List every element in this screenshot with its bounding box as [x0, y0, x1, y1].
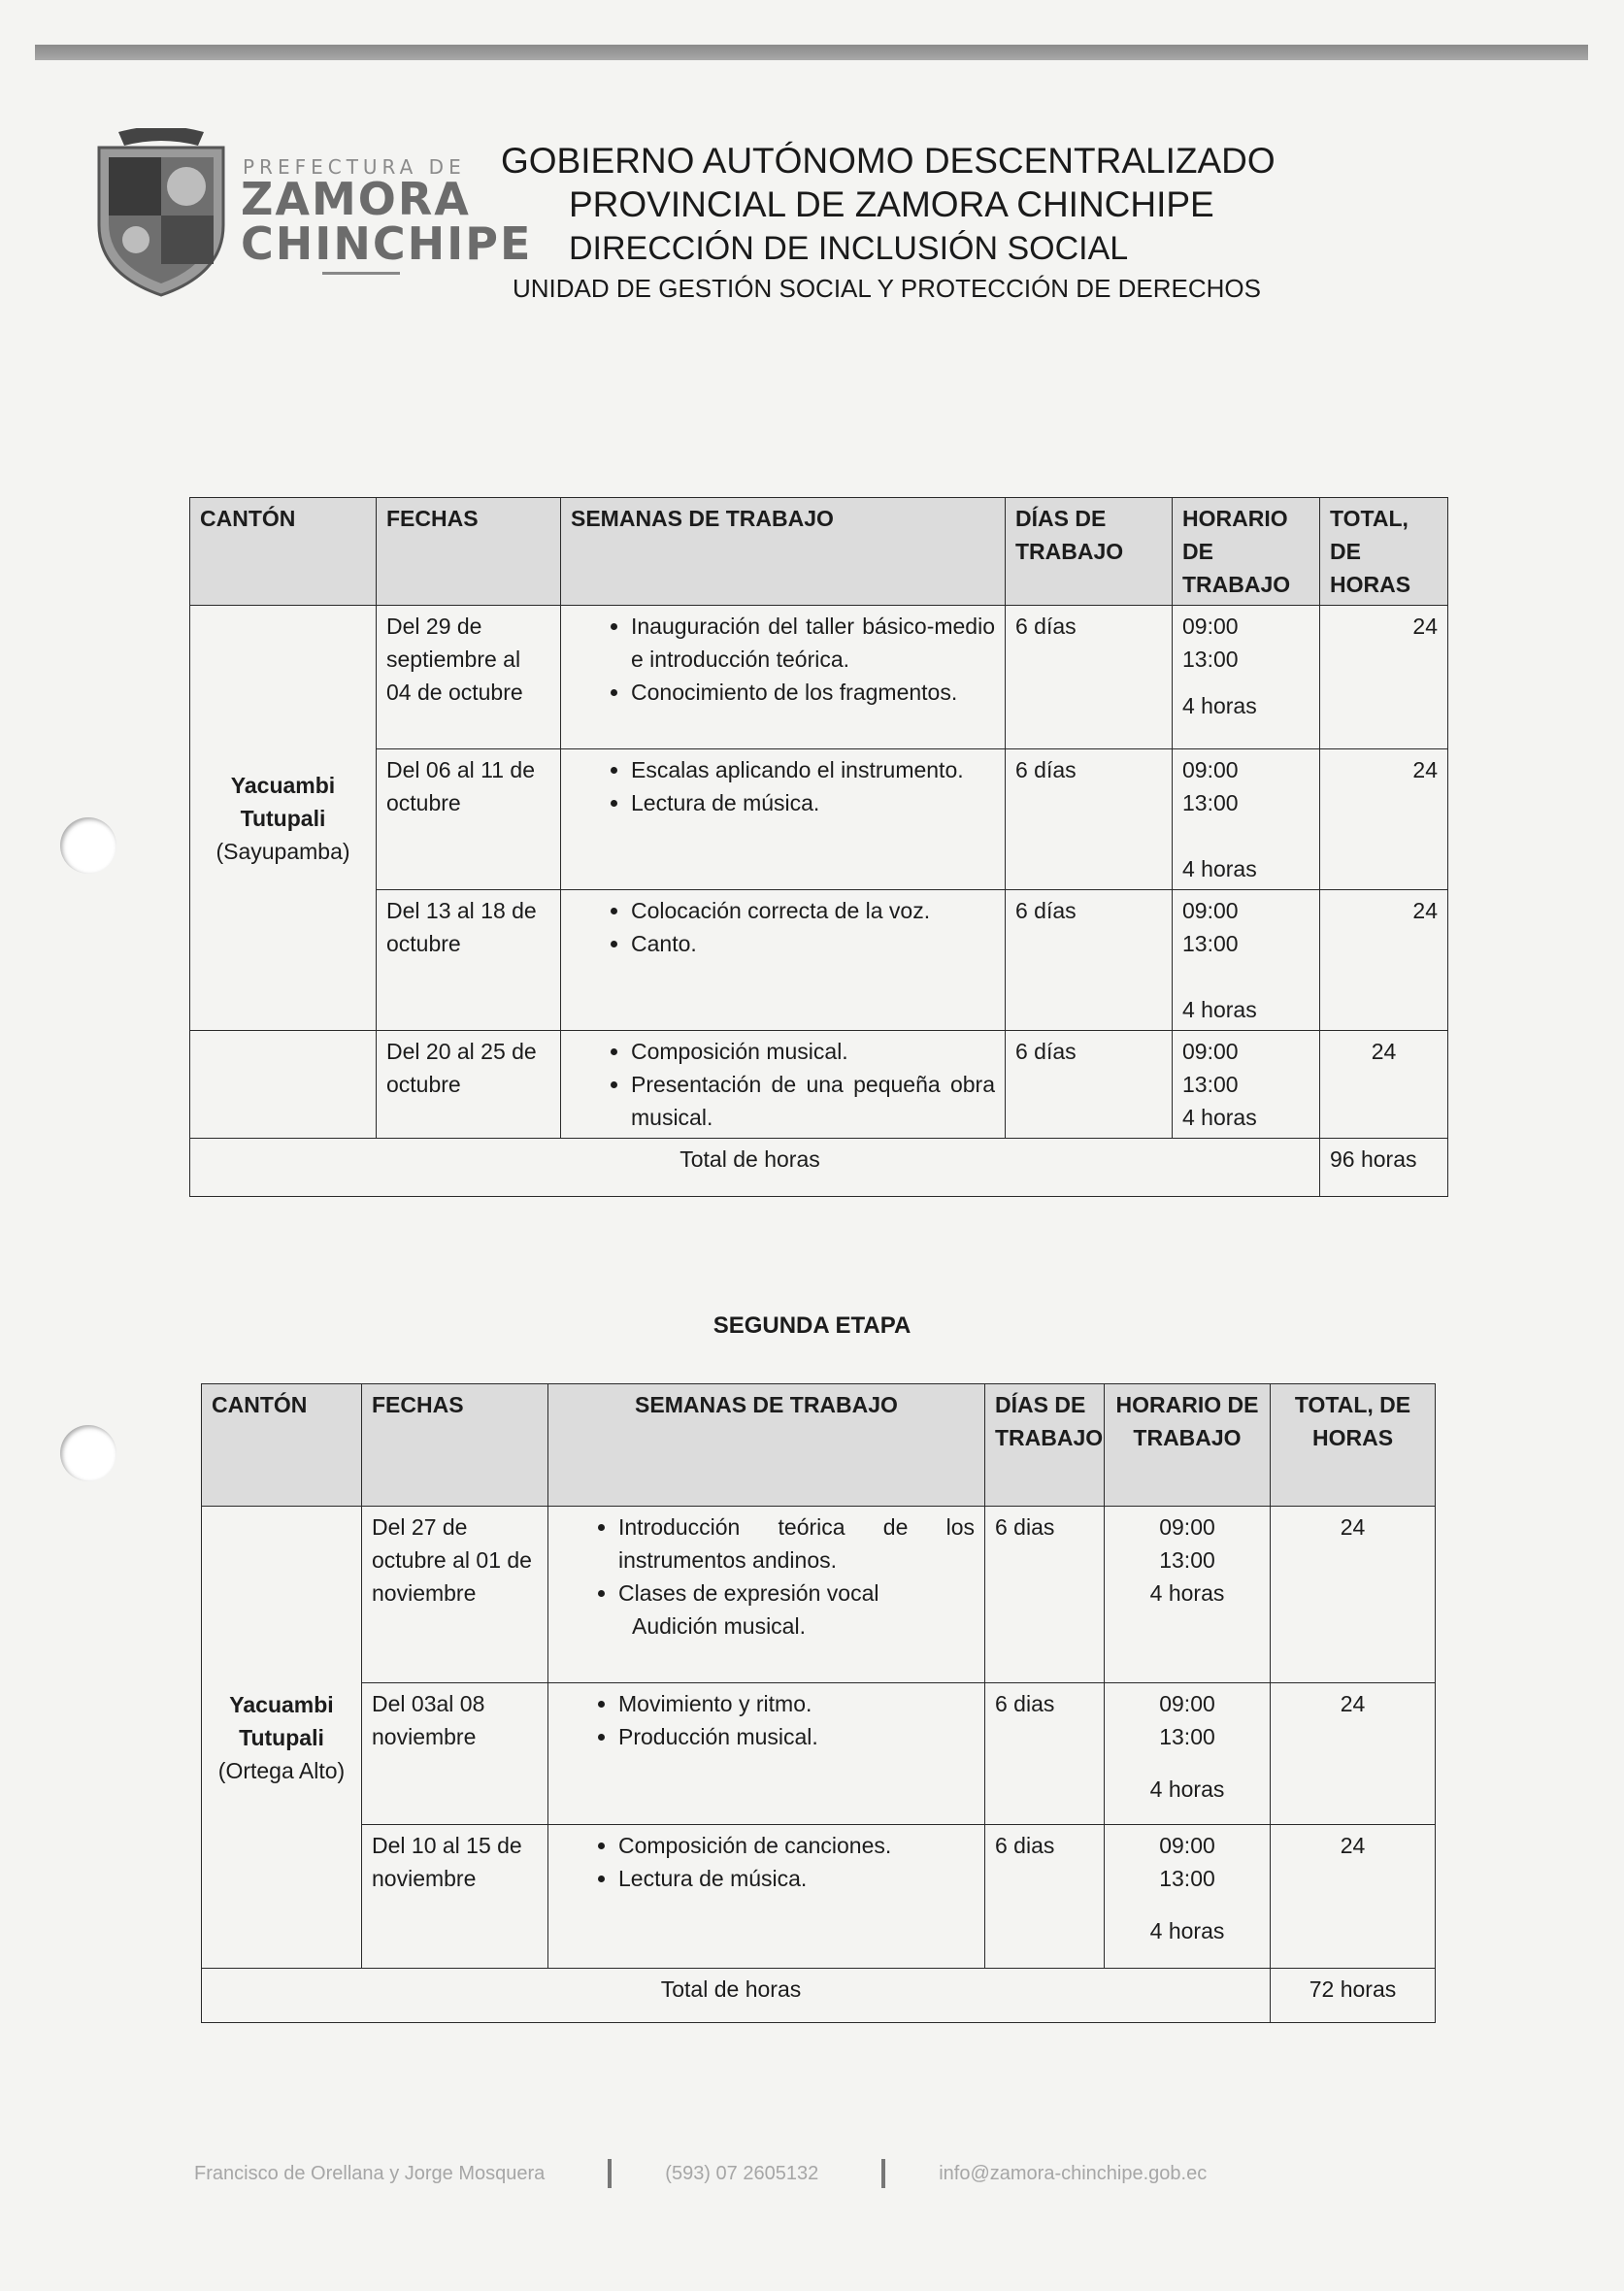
horas-count: 4 horas: [1149, 1776, 1225, 1802]
schedule-table-2: [201, 1383, 1436, 2023]
footer-separator: [608, 2159, 612, 2188]
hora-inicio: 09:00: [1182, 757, 1239, 782]
dias-cell: 6 dias: [985, 1825, 1105, 1969]
fechas-cell: Del 03al 08 noviembre: [362, 1683, 548, 1825]
header-line-4: UNIDAD DE GESTIÓN SOCIAL Y PROTECCIÓN DE DERECHOS: [513, 274, 1261, 303]
header-total: TOTAL, DE HORAS: [1271, 1384, 1436, 1507]
activity-item: • Inauguración del taller básico-medio e introducción teórica.: [631, 610, 995, 676]
table-row: [190, 606, 1448, 749]
hora-fin: 13:00: [1182, 790, 1239, 815]
horas-count: 4 horas: [1182, 997, 1257, 1022]
activity-item: • Movimiento y ritmo.: [618, 1687, 975, 1720]
activities-cell: [548, 1683, 985, 1825]
hora-inicio: 09:00: [1159, 1691, 1215, 1716]
activity-item: • Conocimiento de los fragmentos.: [631, 676, 995, 709]
footer-address: Francisco de Orellana y Jorge Mosquera: [194, 2162, 546, 2184]
logo-word-zamora: ZAMORA: [241, 173, 471, 225]
header-line-2: PROVINCIAL DE ZAMORA CHINCHIPE: [569, 184, 1214, 224]
hora-fin: 13:00: [1182, 931, 1239, 956]
total-cell: 24: [1320, 749, 1448, 890]
hora-inicio: 09:00: [1159, 1514, 1215, 1540]
activities-cell: [548, 1507, 985, 1683]
header-dias: DÍAS DE TRABAJO: [1006, 498, 1173, 606]
activity-item: • Lectura de música.: [618, 1862, 975, 1895]
activity-item: • Composición de canciones.: [618, 1829, 975, 1862]
schedule-table-1: [189, 497, 1448, 1197]
hora-fin: 13:00: [1159, 1547, 1215, 1573]
fechas-cell: Del 29 de septiembre al 04 de octubre: [377, 606, 561, 749]
table-row: [202, 1507, 1436, 1683]
fechas-cell: Del 10 al 15 de noviembre: [362, 1825, 548, 1969]
horario-cell: [1105, 1825, 1271, 1969]
table-header-row: [202, 1384, 1436, 1507]
activity-item: • Introducción teórica de los instrumentos andinos.: [618, 1511, 975, 1577]
activity-item: • Colocación correcta de la voz.: [631, 894, 995, 927]
dias-cell: 6 días: [1006, 890, 1173, 1031]
header-canton: CANTÓN: [190, 498, 377, 606]
header-fechas: FECHAS: [362, 1384, 548, 1507]
horas-count: 4 horas: [1149, 1918, 1225, 1943]
hora-inicio: 09:00: [1182, 614, 1239, 639]
canton-cell: [190, 606, 377, 1031]
horas-count: 4 horas: [1182, 693, 1257, 718]
footer-phone: (593) 07 2605132: [665, 2162, 819, 2184]
horario-cell: [1173, 606, 1320, 749]
hora-fin: 13:00: [1182, 647, 1239, 672]
header-line-3: DIRECCIÓN DE INCLUSIÓN SOCIAL: [569, 230, 1129, 267]
logo-word-chinchipe: CHINCHIPE: [241, 217, 533, 270]
horas-count: 4 horas: [1182, 856, 1257, 881]
canton-name-1: Yacuambi: [230, 772, 336, 798]
horario-cell: [1173, 1031, 1320, 1139]
hora-fin: 13:00: [1159, 1866, 1215, 1891]
dias-cell: 6 días: [1006, 1031, 1173, 1139]
total-value: 72 horas: [1271, 1969, 1436, 2023]
total-label: Total de horas: [190, 1139, 1320, 1197]
total-cell: 24: [1320, 606, 1448, 749]
total-label: Total de horas: [202, 1969, 1271, 2023]
activities-cell: [561, 606, 1006, 749]
hora-inicio: 09:00: [1182, 898, 1239, 923]
footer: [194, 2159, 1207, 2188]
hora-fin: 13:00: [1159, 1724, 1215, 1749]
horario-cell: [1173, 890, 1320, 1031]
dias-cell: 6 días: [1006, 606, 1173, 749]
activities-cell: [561, 890, 1006, 1031]
canton-place: (Ortega Alto): [217, 1757, 346, 1783]
logo-small-text: PREFECTURA DE: [243, 155, 466, 179]
activity-extra: Audición musical.: [632, 1613, 806, 1639]
activities-cell: [548, 1825, 985, 1969]
table-row: [190, 1031, 1448, 1139]
total-row: [190, 1139, 1448, 1197]
dias-cell: 6 dias: [985, 1683, 1105, 1825]
coat-of-arms-icon: [89, 128, 233, 301]
activity-item: • Clases de expresión vocal: [618, 1577, 975, 1610]
stage-title: SEGUNDA ETAPA: [713, 1312, 911, 1339]
activity-item: • Escalas aplicando el instrumento.: [631, 753, 995, 786]
total-row: [202, 1969, 1436, 2023]
header-line-1: GOBIERNO AUTÓNOMO DESCENTRALIZADO: [501, 141, 1276, 181]
activity-item: • Presentación de una pequeña obra musical.: [631, 1068, 995, 1134]
header-semanas: SEMANAS DE TRABAJO: [561, 498, 1006, 606]
dias-cell: 6 dias: [985, 1507, 1105, 1683]
canton-empty-cell: [190, 1031, 377, 1139]
header-total: TOTAL, DE HORAS: [1320, 498, 1448, 606]
total-cell: 24: [1271, 1683, 1436, 1825]
header-semanas: SEMANAS DE TRABAJO: [548, 1384, 985, 1507]
prefectura-logo: [89, 128, 533, 303]
activities-cell: [561, 749, 1006, 890]
hora-fin: 13:00: [1182, 1072, 1239, 1097]
canton-name-2: Tutupali: [239, 1724, 324, 1750]
fechas-cell: Del 20 al 25 de octubre: [377, 1031, 561, 1139]
total-cell: 24: [1271, 1507, 1436, 1683]
activities-cell: [561, 1031, 1006, 1139]
hora-inicio: 09:00: [1159, 1833, 1215, 1858]
horas-count: 4 horas: [1182, 1105, 1257, 1130]
horario-cell: [1105, 1683, 1271, 1825]
canton-name-2: Tutupali: [240, 805, 326, 831]
header-horario: HORARIO DE TRABAJO: [1173, 498, 1320, 606]
total-cell: 24: [1271, 1825, 1436, 1969]
activity-item: • Producción musical.: [618, 1720, 975, 1753]
total-cell: 24: [1320, 890, 1448, 1031]
scan-top-bar: [35, 45, 1588, 60]
activity-item: • Lectura de música.: [631, 786, 995, 819]
fechas-cell: Del 06 al 11 de octubre: [377, 749, 561, 890]
table-row: [202, 1683, 1436, 1825]
horas-count: 4 horas: [1149, 1580, 1225, 1606]
punch-hole: [60, 817, 116, 874]
header-canton: CANTÓN: [202, 1384, 362, 1507]
header-dias: DÍAS DE TRABAJO: [985, 1384, 1105, 1507]
total-value: 96 horas: [1320, 1139, 1448, 1197]
fechas-cell: Del 27 de octubre al 01 de noviembre: [362, 1507, 548, 1683]
header-horario: HORARIO DE TRABAJO: [1105, 1384, 1271, 1507]
table-row: [190, 890, 1448, 1031]
canton-cell: [202, 1507, 362, 1969]
fechas-cell: Del 13 al 18 de octubre: [377, 890, 561, 1031]
canton-place: (Sayupamba): [215, 838, 350, 864]
table-row: [190, 749, 1448, 890]
hora-inicio: 09:00: [1182, 1039, 1239, 1064]
horario-cell: [1105, 1507, 1271, 1683]
canton-name-1: Yacuambi: [229, 1691, 334, 1717]
table-header-row: [190, 498, 1448, 606]
horario-cell: [1173, 749, 1320, 890]
header-fechas: FECHAS: [377, 498, 561, 606]
activity-item: • Composición musical.: [631, 1035, 995, 1068]
footer-separator: [881, 2159, 885, 2188]
logo-underline: [322, 272, 400, 275]
table-row: [202, 1825, 1436, 1969]
dias-cell: 6 días: [1006, 749, 1173, 890]
punch-hole: [60, 1425, 116, 1481]
footer-email: info@zamora-chinchipe.gob.ec: [939, 2162, 1208, 2184]
activity-item: • Canto.: [631, 927, 995, 960]
total-cell: 24: [1320, 1031, 1448, 1139]
